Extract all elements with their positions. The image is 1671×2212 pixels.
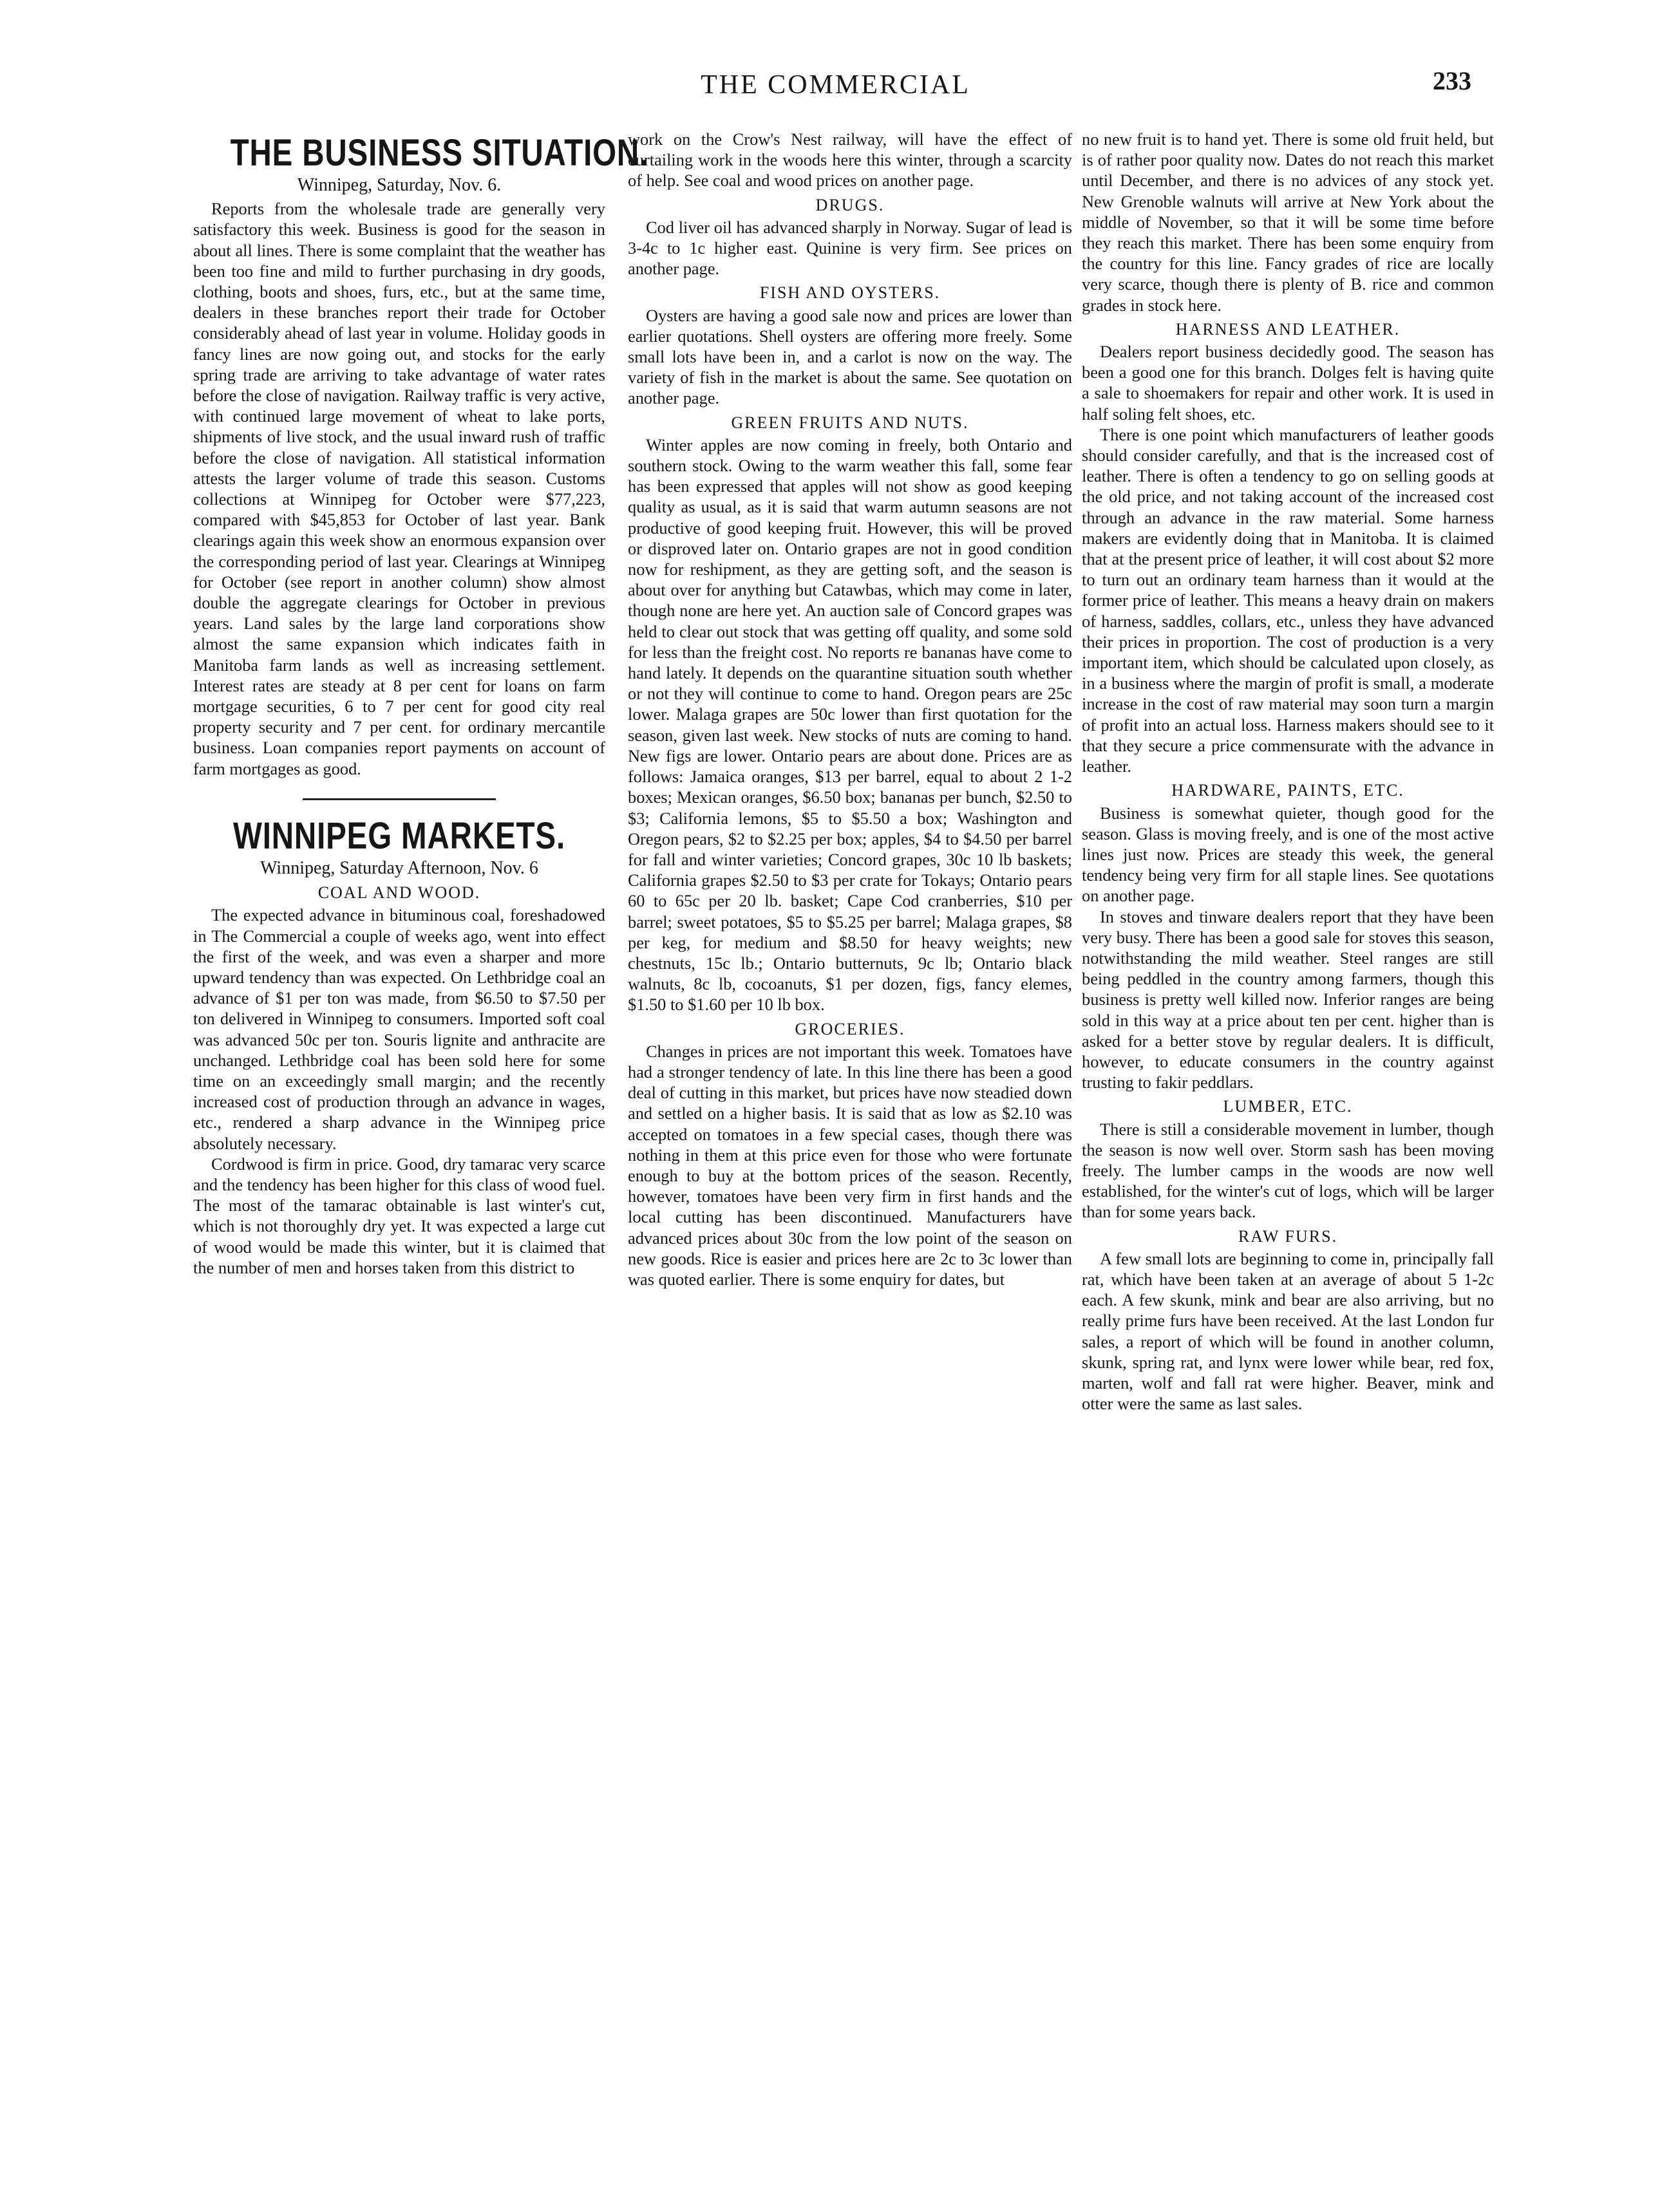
lumber-heading: LUMBER, ETC. [1223, 1097, 1353, 1116]
hardware-paragraph-1: Business is somewhat quieter, though good for the season. Glass is moving freely, and is one of the most active lines just now. Prices are steady this week, the general tendency being very firm for all staple lines. See quotations on another page. [1082, 803, 1494, 906]
harness-paragraph-2: There is one point which manufacturers of leather goods should consider carefully, and that is the increased cost of leather. There is often a tendency to go on selling goods at the old price, and not taking account of the increased cost through an advance in the raw material. Some harness makers are evidently doing that in Manitoba. It is claimed that at the present price of leather, it will cost about $2 more to turn out an ordinary team harness than it would at the former price of leather. This means a heavy drain on makers of harness, saddles, collars, etc., unless they have advanced their prices in proportion. The cost of production is a very important item, which should be calculated upon closely, as in a business where the margin of profit is small, a moderate increase in the cost of raw material may soon turn a margin of profit into an actual loss. Harness makers should see to it that they secure a price commensurate with the advance in leather. [1082, 424, 1494, 776]
green-fruits-heading: GREEN FRUITS AND NUTS. [731, 413, 969, 432]
drugs-body: Cod liver oil has advanced sharply in Norway. Sugar of lead is 3-4c to 1c higher east. Quinine is very firm. See prices on another page. [628, 217, 1072, 279]
raw-furs-body: A few small lots are beginning to come in, principally fall rat, which have been taken at an average of about 5 1-2c each. A few skunk, mink and bear are also arriving, but no really prime furs have been received. At the last London fur sales, a report of which will be found in another column, skunk, spring rat, and lynx were lower while bear, red fox, marten, wolf and fall rat were higher. Beaver, mink and otter were the same as last sales. [1082, 1248, 1494, 1414]
fish-oysters-heading: FISH AND OYSTERS. [759, 283, 941, 303]
raw-furs-heading: RAW FURS. [1238, 1226, 1338, 1246]
harness-leather-heading: HARNESS AND LEATHER. [1175, 319, 1401, 339]
groceries-continued: no new fruit is to hand yet. There is some old fruit held, but is of rather poor quality now. Dates do not reach this market until December, and there is no advices of any stock yet. New Grenoble walnuts will arrive at New York about the middle of November, so that it will be some time before they reach this market. There has been some enquiry from the country for this line. Fancy grades of rice are locally very scarce, though there is plenty of B. rice and common grades in stock here. [1082, 129, 1494, 315]
groceries-heading: GROCERIES. [795, 1019, 905, 1038]
coal-wood-heading: COAL AND WOOD. [317, 883, 481, 903]
coal-wood-paragraph-2: Cordwood is firm in price. Good, dry tamarac very scarce and the tendency has been higher for this class of wood fuel. The most of the tamarac obtainable is last winter's cut, which is not thoroughly dry yet. It was expected a large cut of wood would be made this winter, but it is claimed that the number of men and horses taken from this district to [193, 1154, 605, 1277]
section-divider [303, 798, 496, 800]
groceries-body: Changes in prices are not important this week. Tomatoes have had a stronger tendency of late. In this line there has been a good deal of cutting in this market, but prices have now steadied down and settled on a higher basis. It is said that as low as $2.10 was accepted on tomatoes in a few special cases, though there was nothing in them at this price even for those who were fortunate enough to buy at the bottom prices of the season. Recently, however, tomatoes have been very firm in first hands and the local cutting has been discontinued. Manufacturers have advanced prices about 30c from the low point of the season on new goods. Rice is easier and prices here are 2c to 3c lower than was quoted earlier. There is some enquiry for dates, but [628, 1041, 1072, 1289]
green-fruits-body: Winter apples are now coming in freely, both Ontario and southern stock. Owing to the warm weather this fall, some fear has been expressed that apples will not show as good keeping quality as usual, as it is said that warm autumn seasons are not productive of good keeping fruit. However, this will be proved or disproved later on. Ontario grapes are not in good condition now for reshipment, as they are getting soft, and the season is about over for anything but Catawbas, which may come in later, though none are here yet. An auction sale of Concord grapes was held to clear out stock that was getting off quality, and some sold for less than the freight cost. No reports re bananas have come to hand lately. It depends on the quarantine situation south whether or not they will continue to come to hand. Oregon pears are 25c lower. Malaga grapes are 50c lower than first quotation for the season, given last week. New stocks of nuts are coming to hand. New figs are lower. Ontario pears are about done. Prices are as follows: Jamaica oranges, $13 per barrel, equal to about 2 1-2 boxes; Mexican oranges, $6.50 box; bananas per bunch, $2.50 to $3; California lemons, $5 to $5.50 a box; Washington and Oregon pears, $2 to $2.25 per box; apples, $4 to $4.50 per barrel for fall and winter varieties; Concord grapes, 30c 10 lb baskets; California grapes $2.50 to $3 per crate for Tokays; Ontario pears 60 to 65c per 20 lb. basket; Cape Cod cranberries, $10 per barrel; sweet potatoes, $5 to $5.25 per barrel; Malaga grapes, $8 per keg, for medium and $8.50 for heavy weights; new chestnuts, 15c lb.; Ontario butternuts, 9c lb; Ontario black walnuts, 8c lb, cocoanuts, $1 per dozen, figs, fancy elemes, $1.50 to $1.60 per 10 lb box. [628, 435, 1072, 1015]
business-situation-body: Reports from the wholesale trade are generally very satisfactory this week. Business is good for the season in about all lines. There is some complaint that the weather has been too fine and mild to further purchasing in dry goods, clothing, boots and shoes, furs, etc., but at the same time, dealers in these branches report their trade for October considerably ahead of last year in volume. Holiday goods in fancy lines are now going out, and stocks for the early spring trade are arriving to take advantage of water rates before the close of navigation. Railway traffic is very active, with continued large movement of wheat to lake ports, shipments of live stock, and the usual inward rush of traffic before the close of navigation. All statistical information attests the larger volume of trade this season. Customs collections at Winnipeg for October were $77,223, compared with $45,853 for October of last year. Bank clearings again this week show an enormous expansion over the corresponding period of last year. Clearings at Winnipeg for October (see report in another column) show almost double the aggregate clearings for October in previous years. Land sales by the large land corporations show almost the same expansion which indicates faith in Manitoba farm lands as well as increasing settlement. Interest rates are steady at 8 per cent for loans on farm mortgage securities, 6 to 7 per cent for good city real property security and 7 per cent. for ordinary mercantile business. Loan companies report payments on account of farm mortgages as good. [193, 199, 605, 778]
business-situation-headline: THE BUSINESS SITUATION. [230, 132, 649, 174]
coal-wood-paragraph-1: The expected advance in bituminous coal, foreshadowed in The Commercial a couple of weeks ago, went into effect the first of the week, and was even a sharper and more upward tendency than was expected. On Lethbridge coal an advance of $1 per ton was made, from $6.50 to $7.50 per ton delivered in Winnipeg to consumers. Imported soft coal was advanced 50c per ton. Souris lignite and anthracite are unchanged. Lethbridge coal has been sold here for some time on an exceedingly small margin; and the recently increased cost of production through an advance in wages, etc., rendered a sharp advance in the Winnipeg price absolutely necessary. [193, 905, 605, 1153]
winnipeg-markets-dateline: Winnipeg, Saturday Afternoon, Nov. 6 [260, 858, 538, 878]
fish-oysters-body: Oysters are having a good sale now and prices are lower than earlier quotations. Shell oysters are offering more freely. Some small lots have been in, and a carlot is now on the way. The variety of fish in the market is about the same. See quotation on another page. [628, 305, 1072, 408]
hardware-heading: HARDWARE, PAINTS, ETC. [1171, 781, 1404, 800]
business-situation-dateline: Winnipeg, Saturday, Nov. 6. [297, 175, 502, 195]
harness-paragraph-1: Dealers report business decidedly good. The season has been a good one for this branch. Dolges felt is having quite a sale to shoemakers for repair and other work. It is used in half soling felt shoes, etc. [1082, 342, 1494, 424]
winnipeg-markets-headline: WINNIPEG MARKETS. [233, 814, 565, 857]
lumber-body: There is still a considerable movement in lumber, though the season is now well over. Storm sash has been moving freely. The lumber camps in the woods are now well established, for the winter's cut of logs, which will be larger than for some years back. [1082, 1119, 1494, 1222]
masthead [0, 64, 1671, 122]
publication-title: THE COMMERCIAL [701, 70, 970, 100]
hardware-paragraph-2: In stoves and tinware dealers report that they have been very busy. There has been a good sale for stoves this season, notwithstanding the mild weather. Steel ranges are still being peddled in the country among farmers, though this business is pretty well killed now. Inferior ranges are being sold in this way at a price about ten per cent. higher than is asked for a better stove by regular dealers. It is difficult, however, to educate consumers in the country against trusting to fakir peddlars. [1082, 906, 1494, 1092]
column-2 [628, 129, 1072, 1289]
page-number: 233 [1433, 66, 1471, 95]
column-3 [1082, 129, 1494, 1414]
drugs-heading: DRUGS. [815, 195, 885, 214]
coal-wood-paragraph-3: work on the Crow's Nest railway, will have the effect of curtailing work in the woods here this winter, through a scarcity of help. See coal and wood prices on another page. [628, 129, 1072, 191]
column-1 [193, 129, 649, 1278]
